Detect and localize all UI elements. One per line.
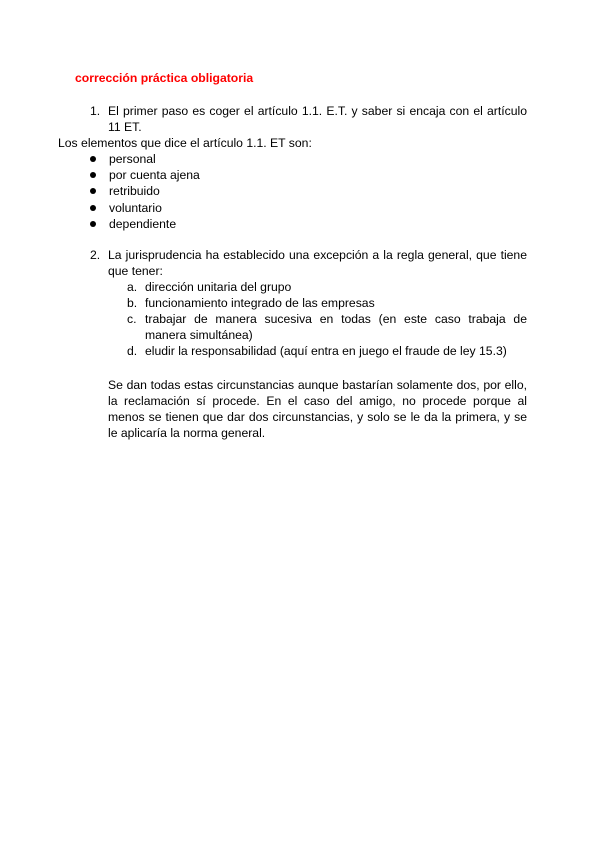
sub-list-marker: a. (127, 280, 138, 294)
sub-list (127, 279, 527, 359)
sub-list-text: funcionamiento integrado de las empresas (145, 296, 375, 310)
sub-list-item (127, 279, 527, 295)
bullet-icon (90, 156, 96, 162)
numbered-item-marker: 1. (90, 104, 101, 118)
sub-list-marker: d. (127, 344, 138, 358)
sub-list-item (127, 295, 527, 311)
list-item: por cuenta ajena (88, 167, 200, 183)
sub-list-item (127, 343, 527, 359)
list-item: voluntario (88, 200, 200, 216)
sub-list-text: trabajar de manera sucesiva en todas (en este caso trabaja de manera simultánea) (145, 312, 527, 342)
bullet-icon (90, 188, 96, 194)
sub-list-item (127, 311, 527, 343)
bullet-icon (90, 221, 96, 227)
elements-list (88, 151, 200, 232)
sub-list-text: eludir la responsabilidad (aquí entra en juego el fraude de ley 15.3) (145, 344, 507, 358)
bullet-icon (90, 172, 96, 178)
numbered-item-marker: 2. (90, 248, 101, 262)
sub-list-marker: b. (127, 296, 138, 310)
sub-list-text: dirección unitaria del grupo (145, 280, 292, 294)
list-item: personal (88, 151, 200, 167)
sub-list-marker: c. (127, 312, 137, 326)
numbered-item-2 (90, 247, 527, 279)
numbered-item-text: La jurisprudencia ha establecido una excepción a la regla general, que tiene que tener: (108, 248, 527, 278)
elements-intro: Los elementos que dice el artículo 1.1. ET son: (58, 136, 312, 150)
list-item: retribuido (88, 183, 200, 199)
conclusion-paragraph: Se dan todas estas circunstancias aunque bastarían solamente dos, por ello, la reclamación sí procede. En el caso del amigo, no procede porque al menos se tienen que dar dos circunstancias, y solo se le da la primera, y se le aplicaría la norma general. (108, 378, 527, 440)
numbered-item-1 (90, 103, 527, 135)
numbered-item-text: El primer paso es coger el artículo 1.1. E.T. y saber si encaja con el artículo 11 ET. (108, 104, 527, 134)
list-item: dependiente (88, 216, 200, 232)
bullet-icon (90, 205, 96, 211)
document-title: corrección práctica obligatoria (75, 71, 254, 85)
